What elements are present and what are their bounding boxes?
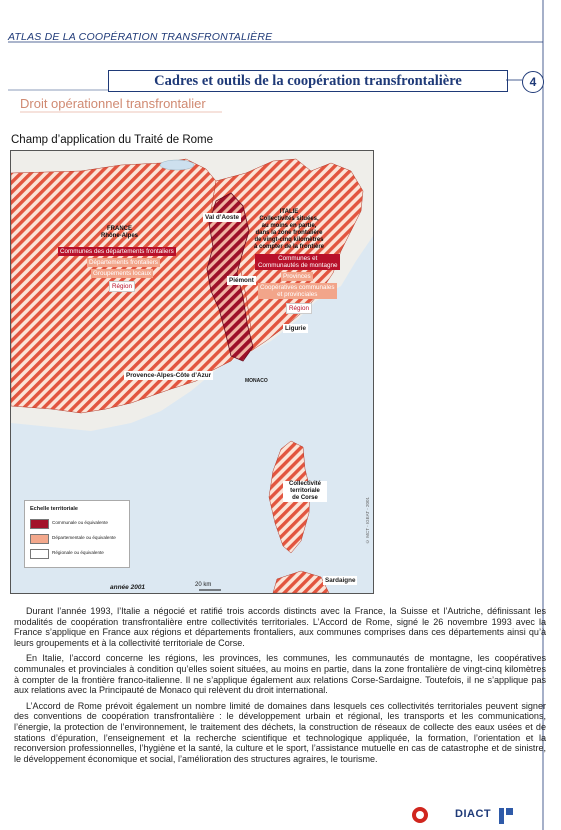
- legend-swatch: [30, 519, 49, 529]
- label-val-aoste: Val d’Aoste: [205, 214, 239, 221]
- chip-it-coop: Coopératives communales et provinciales: [260, 284, 335, 298]
- section-header: [108, 70, 508, 92]
- ministry-logo-icon: [410, 806, 430, 826]
- label-paca: Provence-Alpes-Côte d’Azur: [126, 372, 212, 379]
- legend-swatch: [30, 549, 49, 559]
- legend-title: Echelle territoriale: [30, 506, 78, 512]
- chip-it-communes: Communes et Communautés de montagne: [255, 254, 340, 270]
- italy-label: ITALIE Collectivités situées, au moins en partie, dans la zone frontalière de vingt-cinq kilomètres à compter de la frontière: [253, 209, 325, 250]
- section-subtitle: Droit opérationnel transfrontalier: [20, 96, 206, 111]
- map-scale-label: 20 km: [195, 582, 212, 588]
- map-credit: © MCT - IGEAT - 2001: [365, 497, 370, 545]
- label-monaco: MONACO: [245, 378, 268, 384]
- chapter-number-badge: 4: [522, 71, 544, 93]
- atlas-title: ATLAS DE LA COOPÉRATION TRANSFRONTALIÈRE: [8, 31, 273, 43]
- body-text: [14, 606, 546, 769]
- legend-item-departementale: Départementale ou équivalente: [30, 534, 126, 543]
- paragraph: Durant l’année 1993, l’Italie a négocié et ratifié trois accords distincts avec la France, la Suisse et l’Autriche, définissant les modalités de coopération transfrontalière entre collectivités territoriales. L’Accord de Rome, signé le 26 novembre 1993 avec la France s’applique en France aux régions et départements frontaliers, aux communes comprises dans ces départements ainsi qu’à leurs groupements et à la collectivité territoriale de Corse.: [14, 606, 546, 648]
- label-piemont: Piémont: [229, 277, 254, 284]
- map-caption: Champ d’application du Traité de Rome: [11, 134, 214, 146]
- legend-item-regionale: Régionale ou équivalente: [30, 549, 126, 558]
- paragraph: L’Accord de Rome prévoit également un nombre limité de domaines dans lesquels ces collectivités territoriales peuvent signer des conventions de coopération transfrontalière : le développement urbain et régional, les transports et les communications, l’énergie, la protection de l’environnement, le traitement des déchets, la construction de réseaux de collecte des eaux usées et de stations d’épuration, l’enseignement et la recherche scientifique et technologique appliquée, la formation, l’orientation et la reconversion professionnelles, l’hygiène et la santé, la culture et le sport, l’assistance mutuelle en cas de catastrophe et de sinistre, le développement économique et social, l’amélioration des structures agraires, le tourisme.: [14, 700, 546, 764]
- chip-fr-groupements: Groupements locaux: [93, 270, 152, 277]
- section-title: Cadres et outils de la coopération transfrontalière: [154, 72, 462, 89]
- map-year: année 2001: [110, 584, 146, 591]
- legend-swatch: [30, 534, 49, 544]
- map-legend: [24, 500, 130, 568]
- chip-it-provinces: Provinces: [283, 273, 311, 280]
- label-corse: Collectivité territoriale de Corse: [283, 481, 327, 502]
- label-sardaigne: Sardaigne: [325, 577, 356, 584]
- legend-item-communale: Communale ou équivalente: [30, 519, 126, 528]
- france-label: FRANCE Rhône-Alpes: [101, 226, 139, 239]
- chip-fr-departements: Départements frontaliers: [89, 259, 158, 266]
- paragraph: En Italie, l’accord concerne les régions, les provinces, les communes, les communautés de montagne, les coopératives communales et provinciales à condition qu’elles soient situées, au moins en partie, dans la zone frontalière de vingt-cinq kilomètres à compter de la frontière franco-italienne. Il ne s’applique également aux relations Corse-Sardaigne. Toutefois, il ne s’applique pas aux relations avec la Principauté de Monaco qui relèvent du droit international.: [14, 653, 546, 696]
- chip-it-region: Région: [286, 303, 312, 314]
- label-ligurie: Ligurie: [285, 325, 306, 332]
- chip-fr-region: Région: [109, 281, 135, 292]
- mct-logo-icon: [497, 806, 515, 826]
- lake: [160, 160, 194, 170]
- diact-logo: DIACT: [455, 808, 492, 820]
- chip-fr-communes: Communes des départements frontaliers: [60, 248, 174, 255]
